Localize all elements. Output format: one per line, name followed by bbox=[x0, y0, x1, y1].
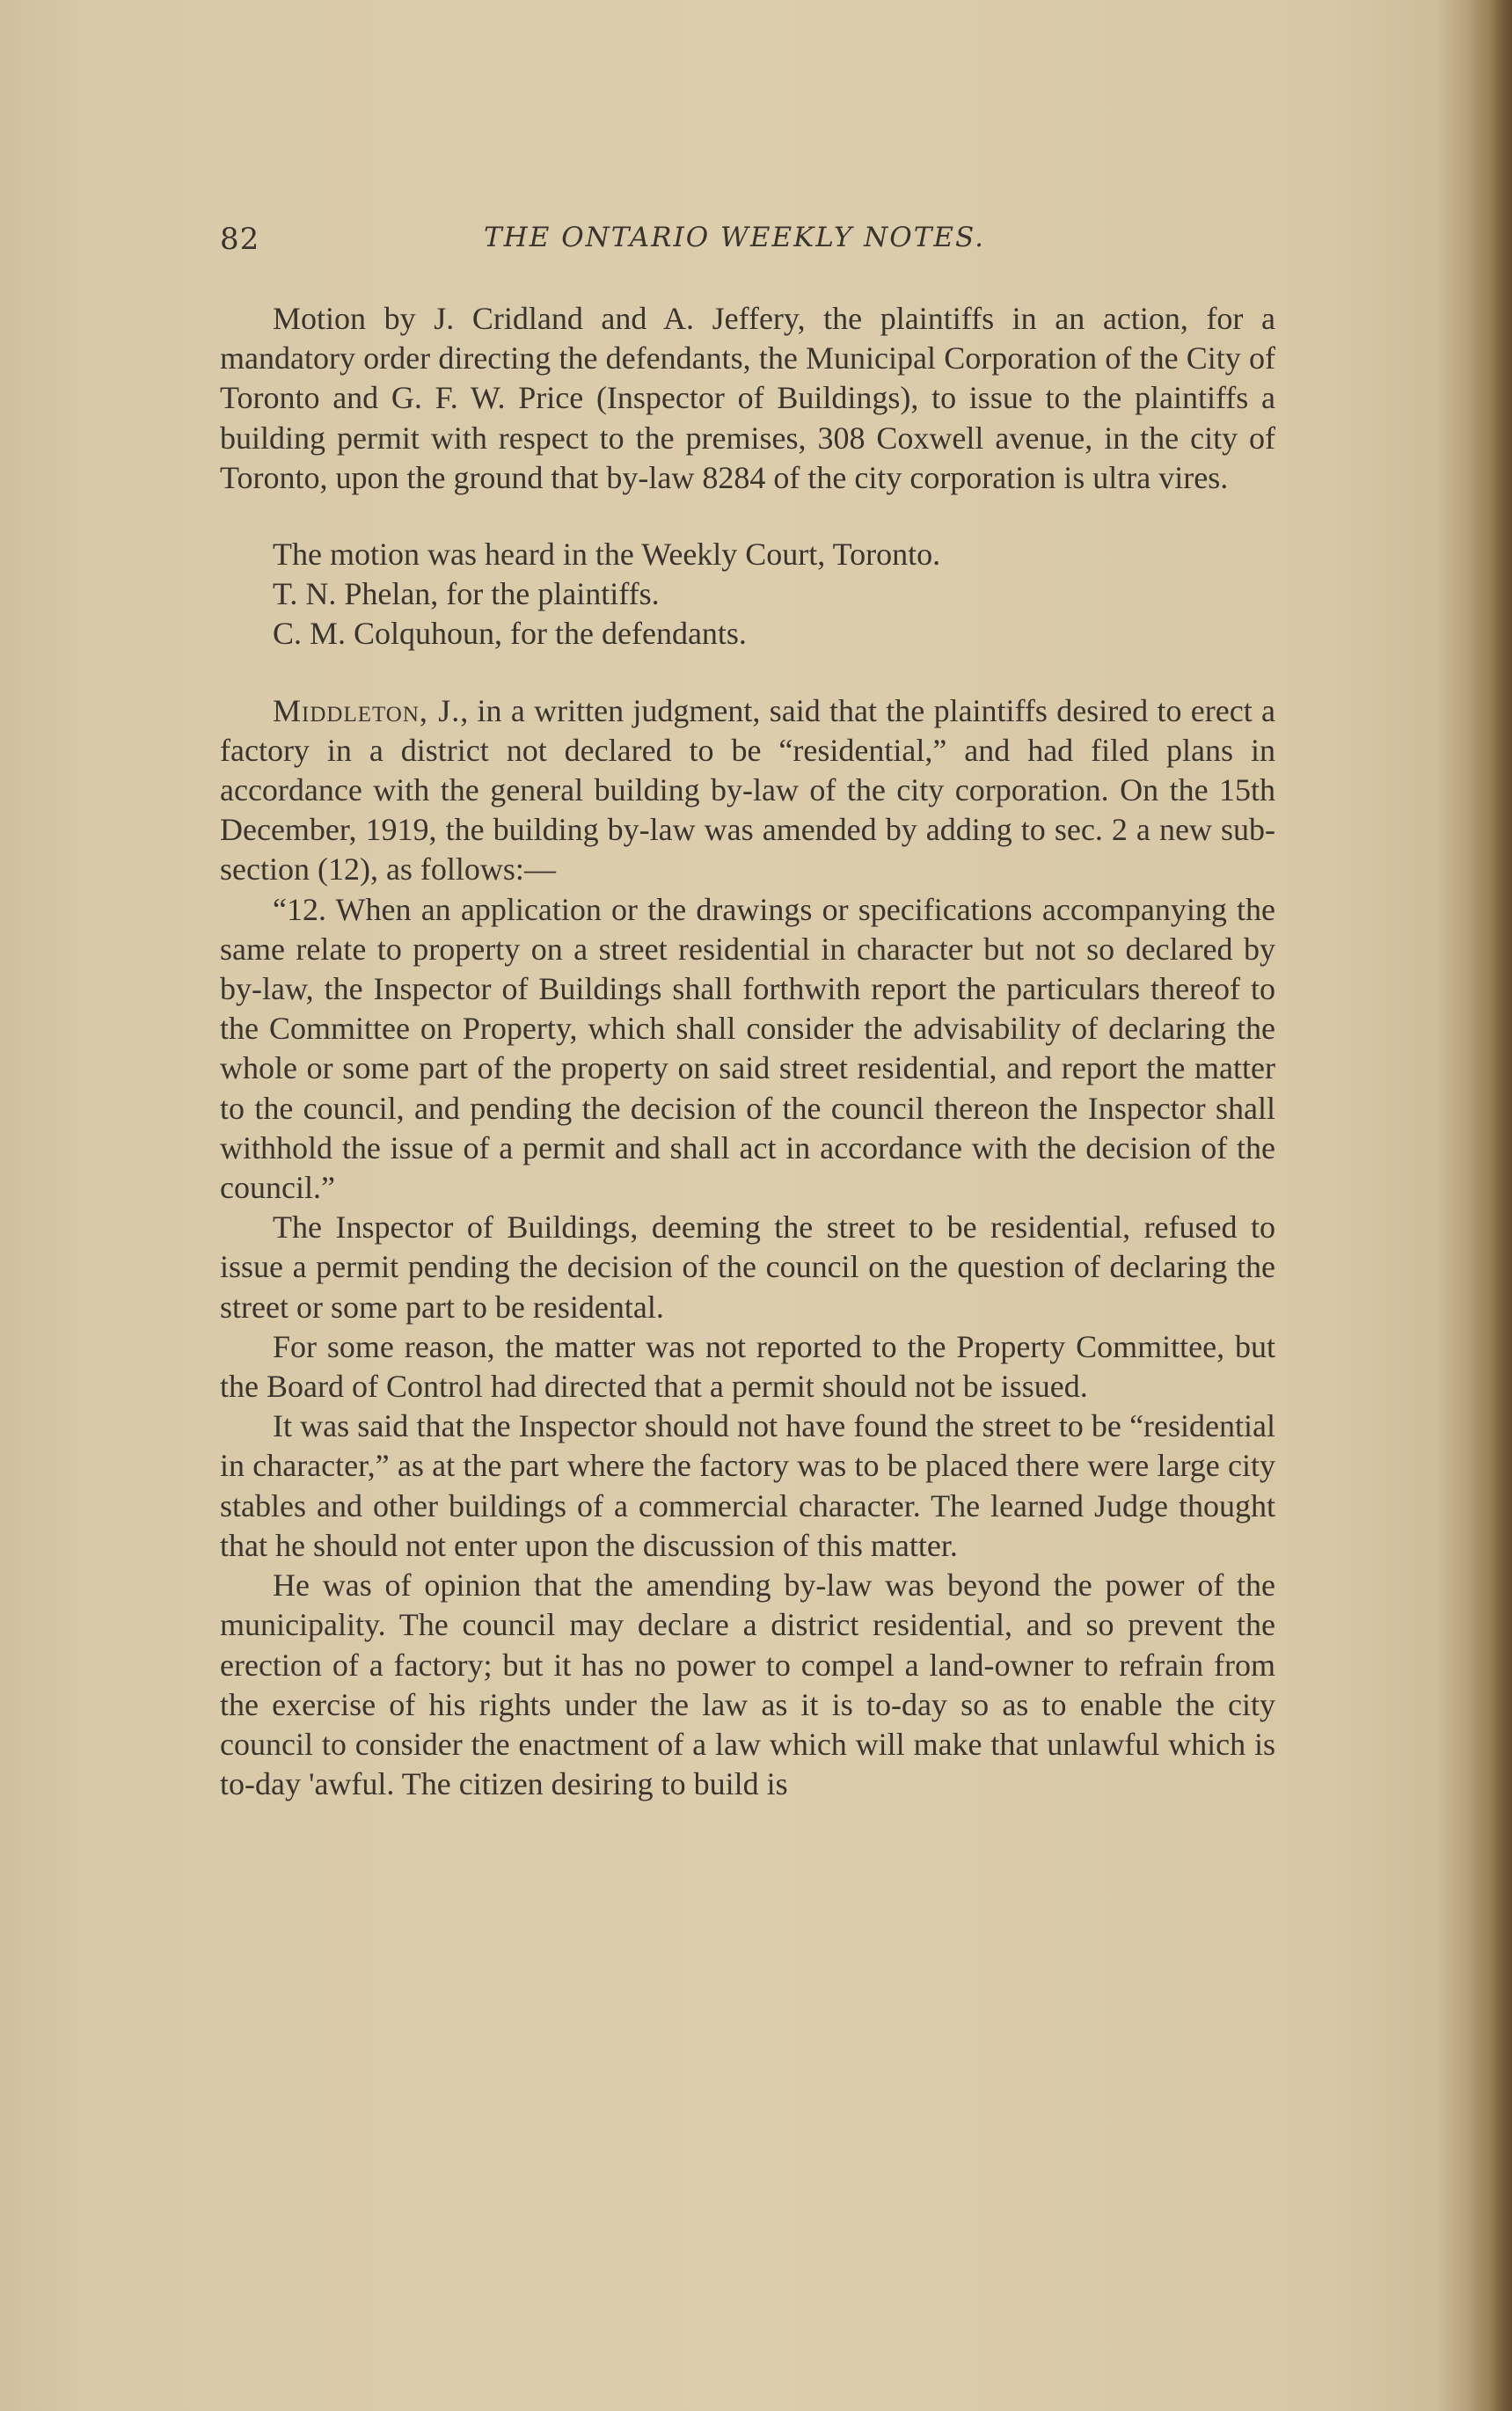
running-head bbox=[220, 222, 1020, 266]
counsel-defendants-line: C. M. Colquhoun, for the defendants. bbox=[273, 616, 747, 652]
page-binding-edge bbox=[1470, 0, 1512, 2411]
inspector-paragraph: The Inspector of Buildings, deeming the street to be residential, refused to issue a permit pending the decision of the council on the question of declaring the street or some part to be residental. bbox=[220, 1209, 1275, 1325]
judge-name: Middleton, J. bbox=[273, 692, 461, 728]
counsel-plaintiffs-line: T. N. Phelan, for the plaintiffs. bbox=[273, 576, 660, 612]
reason-paragraph: For some reason, the matter was not reported to the Property Committee, but the Board of Control had directed that a permit should not be issued. bbox=[220, 1328, 1275, 1405]
journal-title: THE ONTARIO WEEKLY NOTES. bbox=[484, 222, 985, 253]
judgment-intro-text: , in a written judgment, said that the plaintiffs desired to erect a factory in a district not declared to be “residential,” and had filed plans in accordance with the general building by-law of the city corporation. On the 15th December, 1919, the building by-law was amended by adding to sec. 2 a new sub-section (12), as follows:— bbox=[220, 692, 1275, 888]
page-number: 82 bbox=[220, 222, 260, 257]
hearing-line: The motion was heard in the Weekly Court, Toronto. bbox=[273, 537, 941, 573]
quoted-subsection-paragraph: “12. When an application or the drawings or specifications accompanying the same relate to property on a street residential in character but not so declared by by-law, the Inspector of Buildings shall forthwith report the particulars thereof to the Committee on Property, which shall consider the advisability of declaring the whole or some part of the property on said street residential, and report the matter to the council, and pending the decision of the council thereon the Inspector shall withhold the issue of a permit and shall act in accordance with the decision of the council.” bbox=[220, 891, 1275, 1206]
opinion-paragraph: He was of opinion that the amending by-law was beyond the power of the municipality. The council may declare a district residential, and so prevent the erection of a factory; but it has no power to compel a land-owner to refrain from the exercise of his rights under the law as it is to-day so as to enable the city council to consider the enactment of a law which will make that unlawful which is to-day 'awful. The citizen desiring to build is bbox=[220, 1567, 1275, 1802]
motion-paragraph: Motion by J. Cridland and A. Jeffery, the plaintiffs in an action, for a mandatory order directing the defendants, the Municipal Corporation of the City of Toronto and G. F. W. Price (Inspector of Buildings), to issue to the plaintiffs a building permit with respect to the premises, 308 Coxwell avenue, in the city of Toronto, upon the ground that by-law 8284 of the city corporation is ultra vires. bbox=[220, 301, 1275, 495]
said-paragraph: It was said that the Inspector should not have found the street to be “residential in character,” as at the part where the factory was to be placed there were large city stables and other buildings of a commercial character. The learned Judge thought that he should not enter upon the discussion of this matter. bbox=[220, 1408, 1275, 1563]
body-text bbox=[220, 299, 1275, 1804]
judgment-intro-paragraph bbox=[220, 691, 1275, 890]
